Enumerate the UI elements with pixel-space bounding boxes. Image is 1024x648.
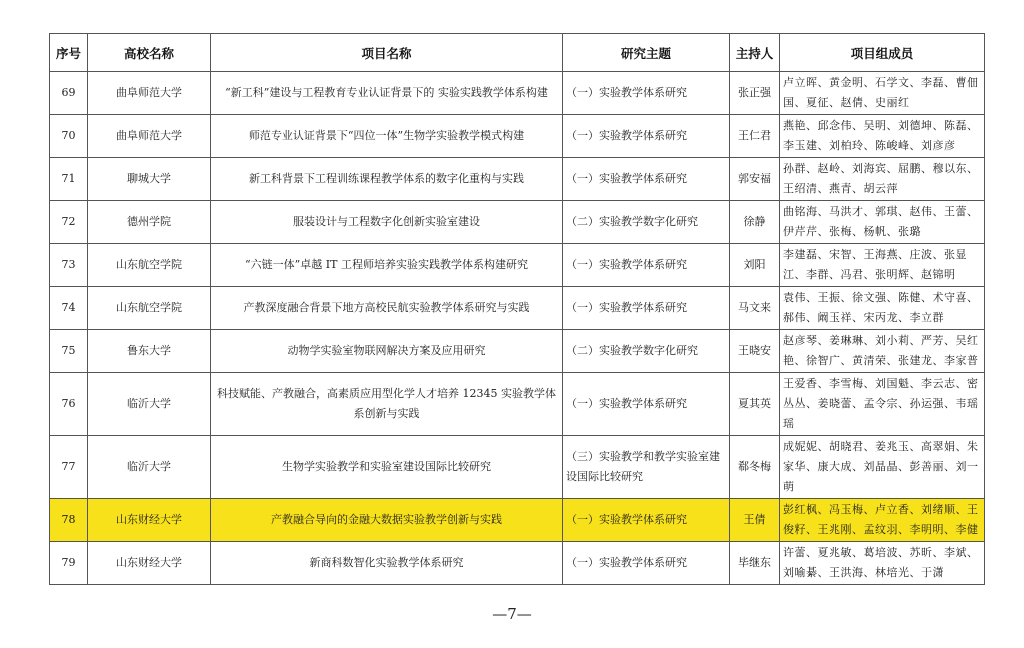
cell-members: 曲铭海、马洪才、郭琪、赵伟、王蕾、伊芹芹、张梅、杨帆、张璐 xyxy=(780,201,985,244)
cell-project: 新商科数智化实验教学体系研究 xyxy=(211,542,563,585)
cell-host: 郗冬梅 xyxy=(730,436,780,499)
cell-host: 毕继东 xyxy=(730,542,780,585)
cell-number: 69 xyxy=(50,72,88,115)
cell-host: 刘阳 xyxy=(730,244,780,287)
cell-host: 夏其英 xyxy=(730,373,780,436)
cell-members: 燕艳、邱念伟、吴明、刘德坤、陈磊、李玉建、刘柏玲、陈峻峰、刘彦彦 xyxy=(780,115,985,158)
header-theme: 研究主题 xyxy=(563,34,730,72)
cell-school: 山东航空学院 xyxy=(88,287,211,330)
cell-host: 王晓安 xyxy=(730,330,780,373)
cell-theme: （一）实验教学体系研究 xyxy=(563,115,730,158)
table-row xyxy=(50,373,985,436)
cell-project: 生物学实验教学和实验室建设国际比较研究 xyxy=(211,436,563,499)
cell-theme: （二）实验教学数字化研究 xyxy=(563,201,730,244)
cell-number: 72 xyxy=(50,201,88,244)
cell-theme: （一）实验教学体系研究 xyxy=(563,542,730,585)
table-header-row xyxy=(50,34,985,72)
cell-project: 新工科背景下工程训练课程教学体系的数字化重构与实践 xyxy=(211,158,563,201)
cell-members: 孙群、赵岭、刘海宾、屈鹏、穆以东、王绍清、燕青、胡云萍 xyxy=(780,158,985,201)
cell-project: 产教深度融合背景下地方高校民航实验教学体系研究与实践 xyxy=(211,287,563,330)
cell-number: 78 xyxy=(50,499,88,542)
header-number: 序号 xyxy=(50,34,88,72)
cell-school: 曲阜师范大学 xyxy=(88,115,211,158)
table-row-highlighted xyxy=(50,499,985,542)
cell-project: “新工科”建设与工程教育专业认证背景下的 实验实践教学体系构建 xyxy=(211,72,563,115)
cell-project: 师范专业认证背景下“四位一体”生物学实验教学模式构建 xyxy=(211,115,563,158)
page-number: —7— xyxy=(492,605,532,623)
cell-host: 张正强 xyxy=(730,72,780,115)
cell-school: 山东航空学院 xyxy=(88,244,211,287)
cell-theme: （一）实验教学体系研究 xyxy=(563,158,730,201)
cell-host: 王仁君 xyxy=(730,115,780,158)
cell-number: 79 xyxy=(50,542,88,585)
cell-school: 临沂大学 xyxy=(88,373,211,436)
cell-theme: （一）实验教学体系研究 xyxy=(563,72,730,115)
cell-project: 服装设计与工程数字化创新实验室建设 xyxy=(211,201,563,244)
cell-members: 卢立晖、黄金明、石学文、李磊、曹佃国、夏征、赵倩、史丽红 xyxy=(780,72,985,115)
table-row xyxy=(50,201,985,244)
cell-number: 73 xyxy=(50,244,88,287)
cell-number: 71 xyxy=(50,158,88,201)
cell-host: 徐静 xyxy=(730,201,780,244)
table-row xyxy=(50,287,985,330)
cell-number: 75 xyxy=(50,330,88,373)
header-school: 高校名称 xyxy=(88,34,211,72)
table-row xyxy=(50,72,985,115)
table-row xyxy=(50,436,985,499)
cell-theme: （一）实验教学体系研究 xyxy=(563,499,730,542)
table-row xyxy=(50,244,985,287)
cell-number: 77 xyxy=(50,436,88,499)
cell-theme: （三）实验教学和教学实验室建设国际比较研究 xyxy=(563,436,730,499)
cell-project: 产教融合导向的金融大数据实验教学创新与实践 xyxy=(211,499,563,542)
table-row xyxy=(50,115,985,158)
cell-school: 山东财经大学 xyxy=(88,499,211,542)
cell-theme: （一）实验教学体系研究 xyxy=(563,373,730,436)
cell-members: 许蕾、夏兆敏、葛培波、苏昕、李斌、刘喻綦、王洪海、林培光、于潇 xyxy=(780,542,985,585)
projects-table xyxy=(49,33,985,585)
cell-number: 76 xyxy=(50,373,88,436)
cell-project: “六链一体”卓越 IT 工程师培养实验实践教学体系构建研究 xyxy=(211,244,563,287)
cell-members: 成妮妮、胡晓君、姜兆玉、高翠娟、朱家华、康大成、刘晶晶、彭善丽、刘一萌 xyxy=(780,436,985,499)
cell-school: 曲阜师范大学 xyxy=(88,72,211,115)
cell-host: 王倩 xyxy=(730,499,780,542)
cell-school: 鲁东大学 xyxy=(88,330,211,373)
cell-theme: （一）实验教学体系研究 xyxy=(563,287,730,330)
header-host: 主持人 xyxy=(730,34,780,72)
header-project: 项目名称 xyxy=(211,34,563,72)
cell-host: 马文来 xyxy=(730,287,780,330)
table-row xyxy=(50,542,985,585)
cell-members: 彭红枫、冯玉梅、卢立香、刘绪顺、王俊籽、王兆刚、孟纹羽、李明明、李健 xyxy=(780,499,985,542)
cell-project: 动物学实验室物联网解决方案及应用研究 xyxy=(211,330,563,373)
cell-members: 袁伟、王振、徐文强、陈健、术守喜、郝伟、阚玉祥、宋丙龙、李立群 xyxy=(780,287,985,330)
cell-school: 德州学院 xyxy=(88,201,211,244)
cell-school: 山东财经大学 xyxy=(88,542,211,585)
cell-number: 70 xyxy=(50,115,88,158)
cell-host: 郭安福 xyxy=(730,158,780,201)
cell-members: 李建磊、宋智、王海燕、庄波、张显江、李群、冯君、张明辉、赵锦明 xyxy=(780,244,985,287)
header-members: 项目组成员 xyxy=(780,34,985,72)
cell-members: 王爱香、李雪梅、刘国魁、李云志、密丛丛、姜晓蕾、孟令宗、孙运强、韦瑶瑶 xyxy=(780,373,985,436)
table-row xyxy=(50,158,985,201)
cell-school: 聊城大学 xyxy=(88,158,211,201)
cell-theme: （一）实验教学体系研究 xyxy=(563,244,730,287)
cell-members: 赵彦琴、姜琳琳、刘小莉、严芳、吴红艳、徐智广、黄清荣、张建龙、李家普 xyxy=(780,330,985,373)
cell-school: 临沂大学 xyxy=(88,436,211,499)
cell-project: 科技赋能、产教融合，高素质应用型化学人才培养 12345 实验教学体系创新与实践 xyxy=(211,373,563,436)
table-row xyxy=(50,330,985,373)
cell-number: 74 xyxy=(50,287,88,330)
cell-theme: （二）实验教学数字化研究 xyxy=(563,330,730,373)
